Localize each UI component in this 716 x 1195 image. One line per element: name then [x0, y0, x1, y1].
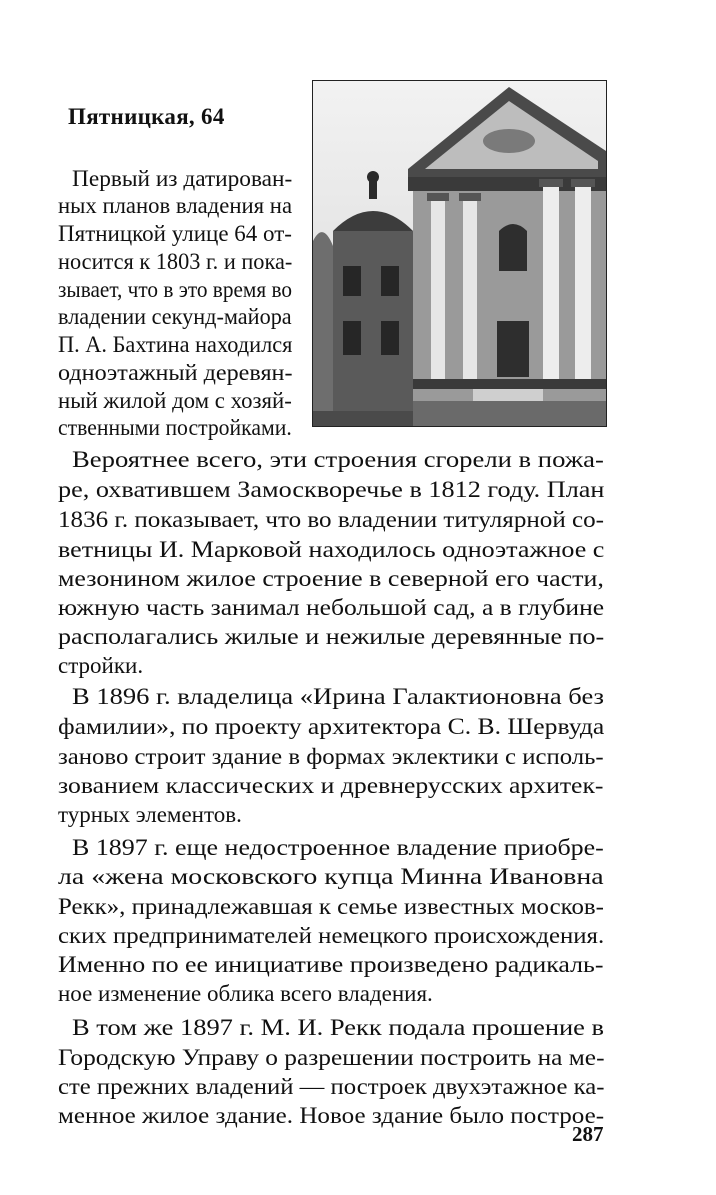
text-line: турных элементов. [58, 802, 242, 827]
text-line: Именно по ее инициативе произведено радикаль- [58, 952, 604, 977]
text-line: стройки. [58, 653, 144, 678]
building-photo-illustration [313, 81, 606, 426]
text-line: ственными постройками. [58, 415, 292, 440]
building-photograph [312, 80, 607, 427]
text-line: Пятницкой улице 64 от- [58, 221, 292, 246]
text-line: располагались жилые и нежилые деревянные по- [58, 624, 605, 649]
text-line: южную часть занимал небольшой сад, а в глубине [58, 595, 605, 620]
text-line: менное жилое здание. Новое здание было построе- [58, 1103, 605, 1128]
text-line: одноэтажный деревян- [58, 360, 293, 385]
text-line: Городскую Управу о разрешении построить на ме- [58, 1045, 605, 1070]
text-line: ре, охватившем Замоскворечье в 1812 году. План [58, 477, 605, 502]
text-line: ных планов владения на [58, 193, 293, 218]
text-line: В 1897 г. еще недостроенное владение приобре- [72, 835, 604, 860]
text-line: Вероятнее всего, эти строения сгорели в пожа- [72, 447, 604, 472]
section-heading: Пятницкая, 64 [68, 104, 225, 129]
text-line: Первый из датирован- [72, 166, 293, 191]
text-line: фамилии», по проекту архитектора С. В. Шервуда [58, 714, 605, 739]
text-line: ный жилой дом с хозяй- [58, 388, 292, 413]
page-number: 287 [572, 1122, 604, 1146]
text-line: ла «жена московского купца Минна Ивановна [58, 864, 604, 889]
text-line: носится к 1803 г. и пока- [58, 249, 293, 274]
text-line: ное изменение облика всего владения. [58, 981, 433, 1006]
text-line: заново строит здание в формах эклектики с исполь- [58, 744, 604, 769]
text-line: В том же 1897 г. М. И. Рекк подала прошение в [72, 1015, 605, 1040]
text-line: ских предпринимателей немецкого происхождения. [58, 923, 605, 948]
text-line: сте прежних владений — построек двухэтажное ка- [58, 1074, 605, 1099]
text-line: ветницы И. Марковой находилось одноэтажное с [58, 537, 605, 562]
text-line: зывает, что в это время во [58, 277, 293, 302]
text-line: В 1896 г. владелица «Ирина Галактионовна без [72, 684, 605, 709]
text-line: владении секунд-майора [58, 304, 292, 329]
text-line: П. А. Бахтина находился [58, 332, 293, 357]
text-line: 1836 г. показывает, что во владении титулярной со- [58, 507, 605, 532]
text-line: мезонином жилое строение в северной его части, [58, 566, 604, 591]
text-line: Рекк», принадлежавшая к семье известных москов- [58, 894, 604, 919]
text-line: зованием классических и древнерусских архитек- [58, 773, 604, 798]
